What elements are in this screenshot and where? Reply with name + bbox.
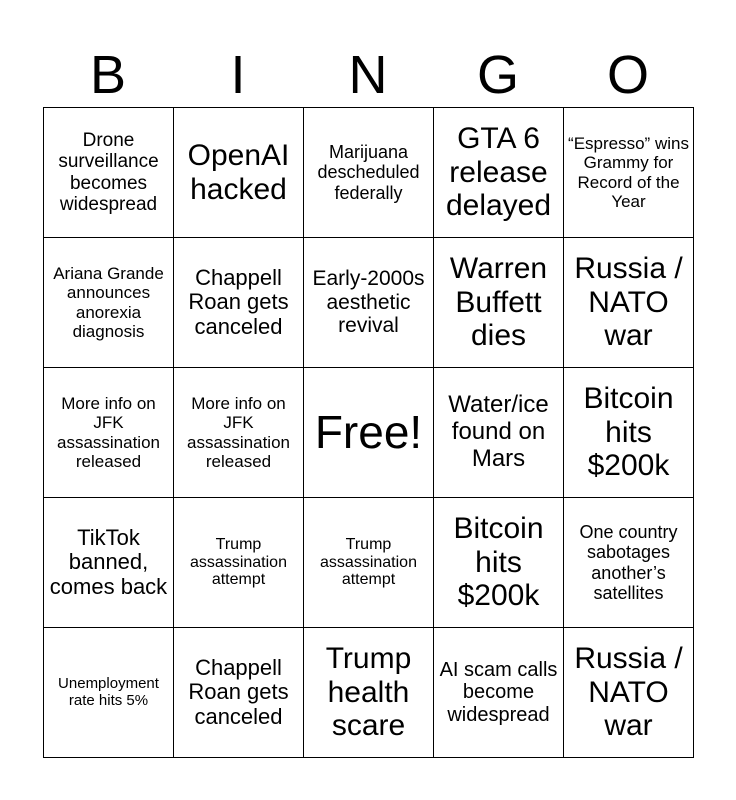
bingo-cell-text: Water/ice found on Mars bbox=[448, 391, 549, 472]
bingo-cell[interactable] bbox=[434, 628, 564, 758]
bingo-cell-text: Bitcoin hits $200k bbox=[453, 512, 544, 613]
bingo-cell[interactable] bbox=[304, 238, 434, 368]
bingo-row bbox=[44, 498, 694, 628]
bingo-header bbox=[43, 42, 693, 108]
bingo-cell-text: Russia / NATO war bbox=[574, 642, 683, 743]
bingo-cell-text: Warren Buffett dies bbox=[449, 252, 548, 353]
header-letter-o: O bbox=[606, 45, 649, 105]
bingo-row bbox=[44, 238, 694, 368]
bingo-cell-text: Early-2000s aesthetic revival bbox=[312, 267, 425, 338]
bingo-cell-text: Chappell Roan gets canceled bbox=[188, 264, 289, 339]
bingo-cell[interactable] bbox=[434, 498, 564, 628]
bingo-cell[interactable] bbox=[564, 368, 694, 498]
bingo-cell-text: Free! bbox=[314, 405, 423, 458]
bingo-cell[interactable] bbox=[434, 108, 564, 238]
bingo-cell[interactable] bbox=[304, 498, 434, 628]
bingo-cell-text: Chappell Roan gets canceled bbox=[188, 654, 289, 729]
bingo-cell-text: AI scam calls become widespread bbox=[439, 658, 558, 726]
header-letter-n: N bbox=[348, 45, 388, 105]
bingo-cell-text: Ariana Grande announces anorexia diagnosis bbox=[53, 264, 164, 341]
bingo-cell-text: GTA 6 release delayed bbox=[445, 122, 552, 223]
bingo-cell[interactable] bbox=[174, 238, 304, 368]
bingo-row bbox=[44, 628, 694, 758]
header-letter-g: G bbox=[476, 45, 519, 105]
bingo-row bbox=[44, 108, 694, 238]
header-letter-i: I bbox=[230, 45, 246, 105]
bingo-cell[interactable] bbox=[434, 238, 564, 368]
bingo-cell-text: One country sabotages another’s satellites bbox=[579, 522, 678, 603]
bingo-grid bbox=[43, 107, 694, 758]
bingo-cell[interactable] bbox=[304, 368, 434, 498]
bingo-cell-text: More info on JFK assassination released bbox=[186, 394, 290, 471]
bingo-cell[interactable] bbox=[564, 628, 694, 758]
bingo-cell[interactable] bbox=[174, 628, 304, 758]
bingo-cell[interactable] bbox=[564, 108, 694, 238]
bingo-cell[interactable] bbox=[564, 498, 694, 628]
bingo-cell[interactable] bbox=[564, 238, 694, 368]
bingo-cell-text: Trump health scare bbox=[325, 642, 412, 743]
bingo-cell-text: Russia / NATO war bbox=[574, 252, 683, 353]
bingo-cell[interactable] bbox=[44, 628, 174, 758]
bingo-cell[interactable] bbox=[44, 368, 174, 498]
bingo-cell[interactable] bbox=[44, 108, 174, 238]
bingo-cell-text: More info on JFK assassination released bbox=[56, 394, 160, 471]
bingo-cell-text: Bitcoin hits $200k bbox=[583, 382, 674, 483]
bingo-cell[interactable] bbox=[174, 108, 304, 238]
bingo-cell[interactable] bbox=[304, 108, 434, 238]
bingo-cell[interactable] bbox=[174, 498, 304, 628]
header-letter-b: B bbox=[89, 45, 127, 105]
bingo-cell[interactable] bbox=[304, 628, 434, 758]
bingo-cell-text: Marijuana descheduled federally bbox=[317, 142, 420, 203]
bingo-cell[interactable] bbox=[44, 238, 174, 368]
bingo-cell-text: Trump assassination attempt bbox=[320, 535, 417, 589]
bingo-cell-text: Trump assassination attempt bbox=[190, 535, 287, 589]
bingo-cell-text: Unemployment rate hits 5% bbox=[58, 674, 159, 709]
bingo-cell-text: “Espresso” wins Grammy for Record of the Year bbox=[568, 134, 689, 211]
bingo-cell[interactable] bbox=[44, 498, 174, 628]
bingo-cell-text: Drone surveillance becomes widespread bbox=[58, 129, 159, 215]
bingo-cell-text: TikTok banned, comes back bbox=[49, 524, 168, 599]
bingo-row bbox=[44, 368, 694, 498]
bingo-cell-text: OpenAI hacked bbox=[187, 138, 290, 206]
bingo-cell[interactable] bbox=[434, 368, 564, 498]
bingo-cell[interactable] bbox=[174, 368, 304, 498]
